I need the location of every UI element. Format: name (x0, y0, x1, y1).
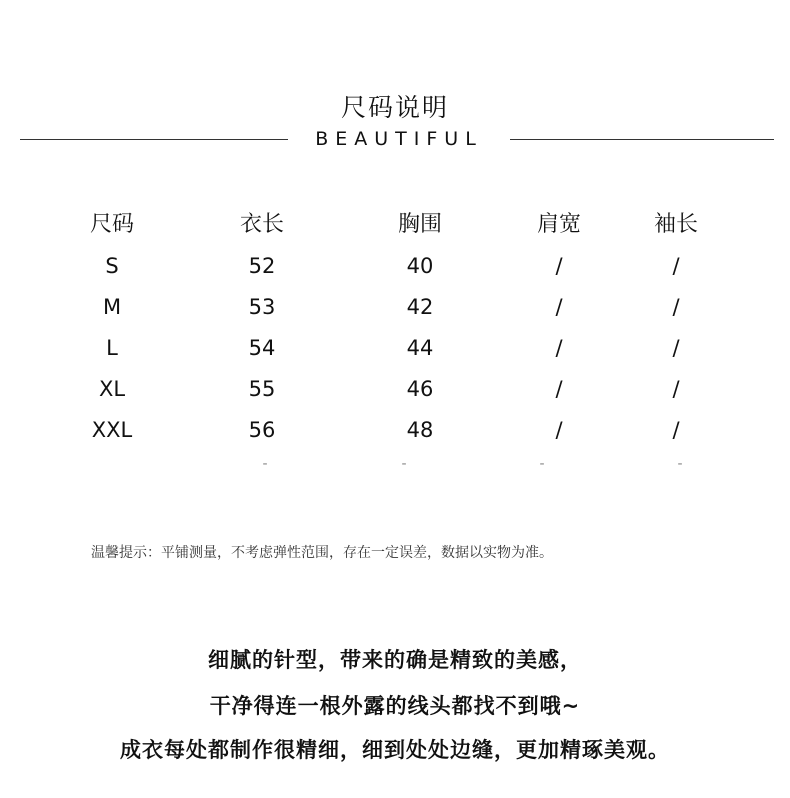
length-cell: 56 (248, 418, 276, 442)
description-line: 干净得连一根外露的线头都找不到哦~ (209, 694, 581, 718)
bust-cell: 40 (406, 254, 434, 278)
length-cell: 52 (248, 254, 276, 278)
trailing-mark: - (262, 456, 268, 472)
shoulder-cell: / (555, 336, 563, 360)
shoulder-cell: / (555, 418, 563, 442)
measurement-note: 温馨提示：平铺测量，不考虑弹性范围，存在一定误差，数据以实物为准。 (91, 545, 553, 561)
bust-cell: 44 (406, 336, 434, 360)
bust-cell: 42 (406, 295, 434, 319)
size-cell: L (106, 336, 118, 360)
column-header-bust: 胸围 (397, 212, 442, 237)
sleeve-cell: / (672, 377, 680, 401)
sleeve-cell: / (672, 418, 680, 442)
length-cell: 53 (248, 295, 276, 319)
description-line: 细腻的针型，带来的确是精致的美感， (208, 648, 582, 672)
length-cell: 54 (248, 336, 276, 360)
trailing-mark: - (401, 456, 407, 472)
sleeve-cell: / (672, 254, 680, 278)
table-row (0, 331, 790, 372)
table-row (0, 249, 790, 290)
size-table (0, 208, 790, 454)
size-cell: M (102, 295, 122, 319)
bust-cell: 48 (406, 418, 434, 442)
description-line: 成衣每处都制作很精细，细到处处边缝，更加精琢美观。 (120, 738, 670, 762)
title-divider-left (20, 139, 288, 140)
shoulder-cell: / (555, 377, 563, 401)
table-row (0, 372, 790, 413)
trailing-mark: - (677, 456, 683, 472)
table-row (0, 290, 790, 331)
shoulder-cell: / (555, 254, 563, 278)
length-cell: 55 (248, 377, 276, 401)
column-header-shoulder: 肩宽 (536, 212, 581, 237)
title-divider-right (510, 139, 774, 140)
page-title: 尺码说明 (340, 93, 449, 122)
column-header-sleeve: 袖长 (653, 212, 698, 237)
size-cell: XL (98, 377, 126, 401)
size-table-header (0, 208, 790, 249)
trailing-mark: - (539, 456, 545, 472)
bust-cell: 46 (406, 377, 434, 401)
table-row (0, 413, 790, 454)
sleeve-cell: / (672, 336, 680, 360)
column-header-size: 尺码 (89, 212, 134, 237)
sleeve-cell: / (672, 295, 680, 319)
column-header-length: 衣长 (239, 212, 284, 237)
shoulder-cell: / (555, 295, 563, 319)
size-cell: XXL (91, 418, 133, 442)
size-cell: S (105, 254, 119, 278)
page-subtitle: BEAUTIFUL (315, 128, 483, 150)
table-trailing-marks (0, 456, 790, 480)
